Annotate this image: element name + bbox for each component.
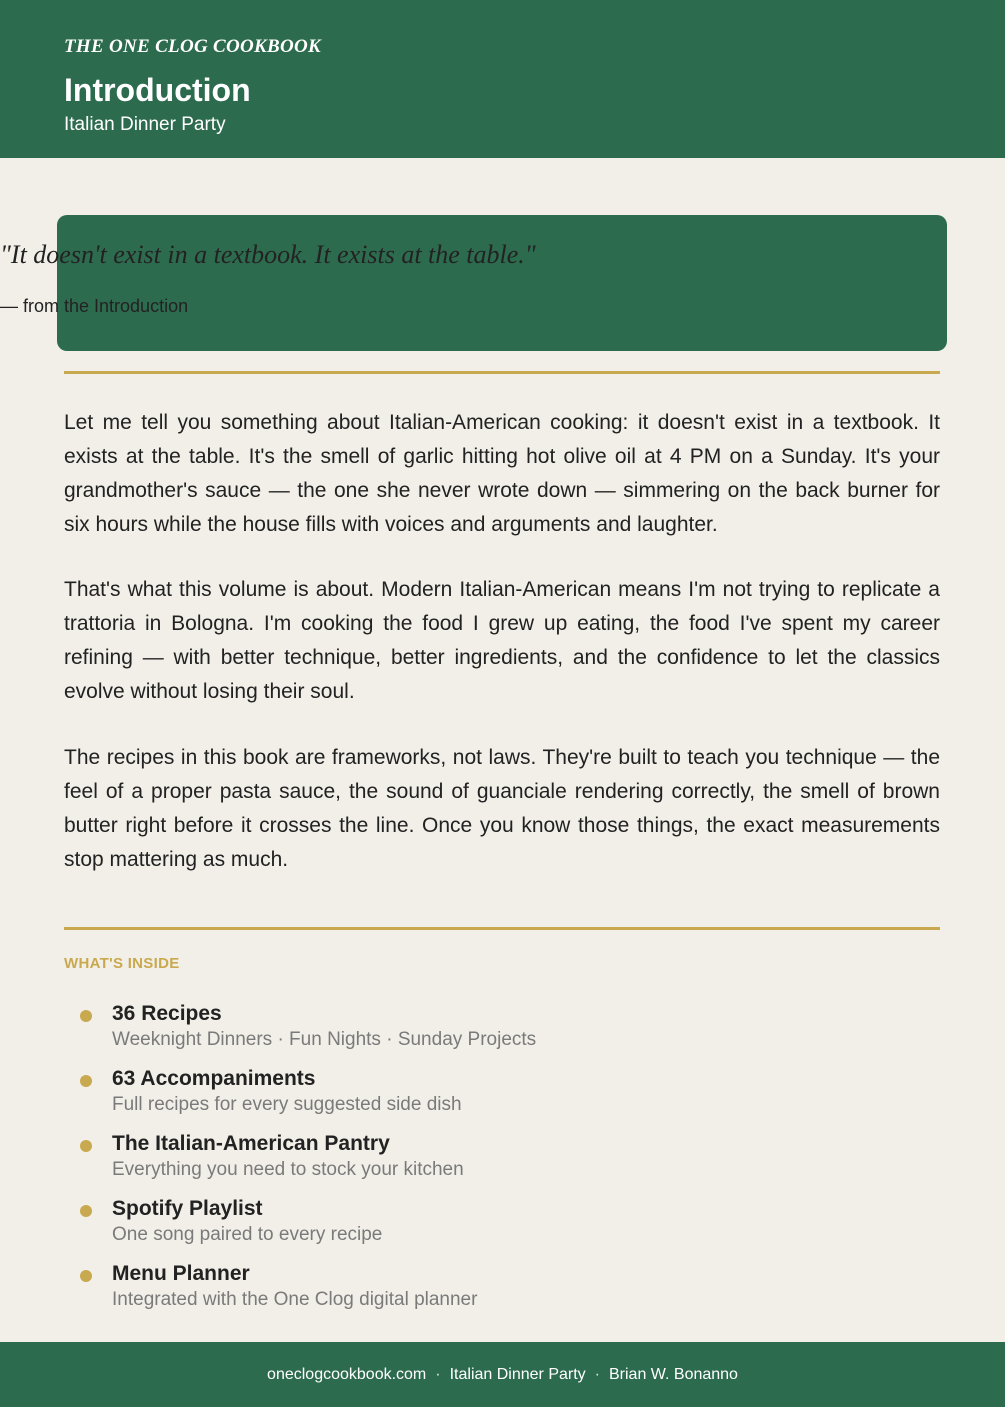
footer-website: oneclogcookbook.com <box>267 1365 427 1383</box>
list-item-description: One song paired to every recipe <box>112 1224 383 1245</box>
list-item-title: 63 Accompaniments <box>112 1067 316 1090</box>
list-item <box>64 1002 944 1067</box>
intro-paragraph: The recipes in this book are frameworks, not laws. They're built to teach you technique — the feel of a proper pasta sauce, the sound of guanciale rendering correctly, the smell of brown butter right before it crosses the line. Once you know those things, the exact measurements stop mattering as much. <box>64 746 940 871</box>
list-item <box>64 1262 944 1327</box>
divider <box>64 371 940 374</box>
footer-separator: · <box>594 1365 600 1383</box>
bullet-icon <box>80 1010 92 1022</box>
whats-inside-list <box>64 1002 944 1327</box>
footer-separator: · <box>435 1365 441 1383</box>
list-item-description: Everything you need to stock your kitchen <box>112 1159 464 1180</box>
divider <box>64 927 940 930</box>
page-subtitle: Italian Dinner Party <box>64 114 226 135</box>
list-item <box>64 1197 944 1262</box>
list-item-description: Integrated with the One Clog digital planner <box>112 1289 478 1310</box>
book-brand: THE ONE CLOG COOKBOOK <box>64 36 322 57</box>
list-item-title: Menu Planner <box>112 1262 250 1285</box>
pull-quote-attribution: — from the Introduction <box>0 296 189 316</box>
list-item-description: Weeknight Dinners · Fun Nights · Sunday Projects <box>112 1029 537 1050</box>
bullet-icon <box>80 1205 92 1217</box>
footer-author: Brian W. Bonanno <box>608 1365 738 1383</box>
intro-paragraph: Let me tell you something about Italian-American cooking: it doesn't exist in a textbook. It exists at the table. It's the smell of garlic hitting hot olive oil at 4 PM on a Sunday. It's your grandmother's sauce — the one she never wrote down — simmering on the back burner for six hours while the house fills with voices and arguments and laughter. <box>64 411 940 536</box>
list-item-description: Full recipes for every suggested side dish <box>112 1094 462 1115</box>
page-title: Introduction <box>64 72 251 108</box>
list-item <box>64 1067 944 1132</box>
bullet-icon <box>80 1270 92 1282</box>
list-item-title: 36 Recipes <box>112 1002 222 1025</box>
bullet-icon <box>80 1140 92 1152</box>
list-item-title: Spotify Playlist <box>112 1197 263 1220</box>
footer-book-title: Italian Dinner Party <box>449 1365 586 1383</box>
page-header <box>0 0 1005 158</box>
pull-quote-text: "It doesn't exist in a textbook. It exists at the table." <box>0 240 536 269</box>
list-item-title: The Italian-American Pantry <box>112 1132 390 1155</box>
page-footer <box>0 1342 1005 1407</box>
pull-quote <box>57 215 947 351</box>
intro-paragraph: That's what this volume is about. Modern Italian-American means I'm not trying to replicate a trattoria in Bologna. I'm cooking the food I grew up eating, the food I've spent my career refining — with better technique, better ingredients, and the confidence to let the classics evolve without losing their soul. <box>64 578 940 703</box>
list-item <box>64 1132 944 1197</box>
whats-inside-label: WHAT'S INSIDE <box>64 955 180 972</box>
bullet-icon <box>80 1075 92 1087</box>
